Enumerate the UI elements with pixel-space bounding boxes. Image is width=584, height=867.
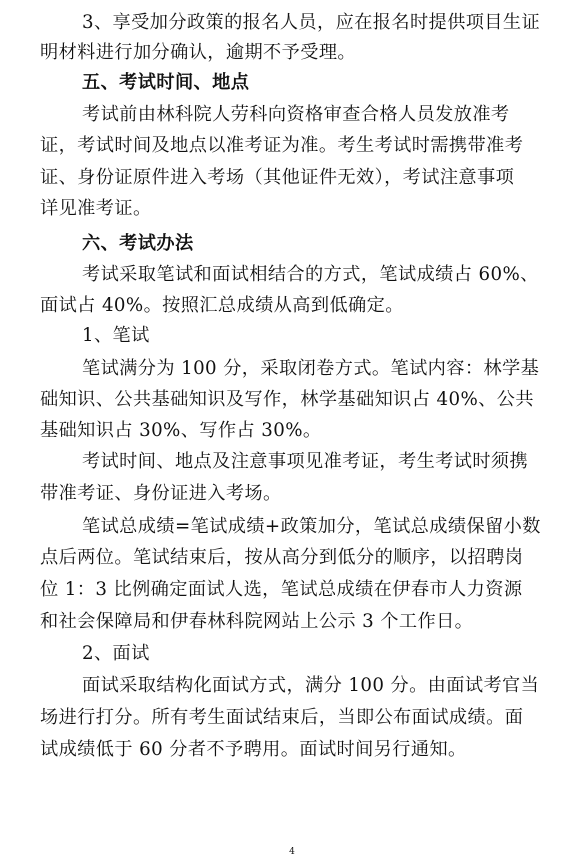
paragraph-line-16: 位 1：3 比例确定面试人选，笔试总成绩在伊春市人力资源: [40, 579, 523, 600]
subheading-interview: 2、面试: [82, 643, 150, 664]
paragraph-line-6: 详见准考证。: [40, 198, 152, 219]
paragraph-line-8: 面试占 40%。按照汇总成绩从高到低确定。: [40, 295, 404, 316]
paragraph-line-19: 场进行打分。所有考生面试结束后，当即公布面试成绩。面: [40, 707, 524, 728]
paragraph-line-12: 考试时间、地点及注意事项见准考证，考生考试时须携: [82, 451, 529, 472]
paragraph-line-11: 基础知识占 30%、写作占 30%。: [40, 420, 322, 441]
paragraph-line-4: 证，考试时间及地点以准考证为准。考生考试时需携带准考: [40, 135, 524, 156]
paragraph-line-3: 考试前由林科院人劳科向资格审查合格人员发放准考: [82, 104, 510, 125]
paragraph-line-9: 笔试满分为 100 分，采取闭卷方式。笔试内容：林学基: [82, 358, 540, 379]
subheading-written-exam: 1、笔试: [82, 325, 150, 346]
paragraph-line-18: 面试采取结构化面试方式，满分 100 分。由面试考官当: [82, 675, 540, 696]
paragraph-line-5: 证、身份证原件进入考场（其他证件无效），考试注意事项: [40, 167, 515, 188]
paragraph-line-14: 笔试总成绩=笔试成绩+政策加分，笔试总成绩保留小数: [82, 516, 541, 537]
paragraph-line-15: 点后两位。笔试结束后，按从高分到低分的顺序，以招聘岗: [40, 547, 524, 568]
paragraph-line-1: 3、享受加分政策的报名人员，应在报名时提供项目生证: [82, 12, 541, 33]
paragraph-line-7: 考试采取笔试和面试相结合的方式，笔试成绩占 60%、: [82, 264, 539, 285]
section-heading-6: 六、考试办法: [82, 233, 194, 254]
paragraph-line-17: 和社会保障局和伊春林科院网站上公示 3 个工作日。: [40, 611, 474, 632]
section-heading-5: 五、考试时间、地点: [82, 72, 250, 93]
paragraph-line-13: 带准考证、身份证进入考场。: [40, 483, 282, 504]
paragraph-line-10: 础知识、公共基础知识及写作，林学基础知识占 40%、公共: [40, 389, 534, 410]
paragraph-line-2: 明材料进行加分确认，逾期不予受理。: [40, 42, 356, 63]
paragraph-line-20: 试成绩低于 60 分者不予聘用。面试时间另行通知。: [40, 739, 467, 760]
page-number: 4: [289, 847, 295, 857]
